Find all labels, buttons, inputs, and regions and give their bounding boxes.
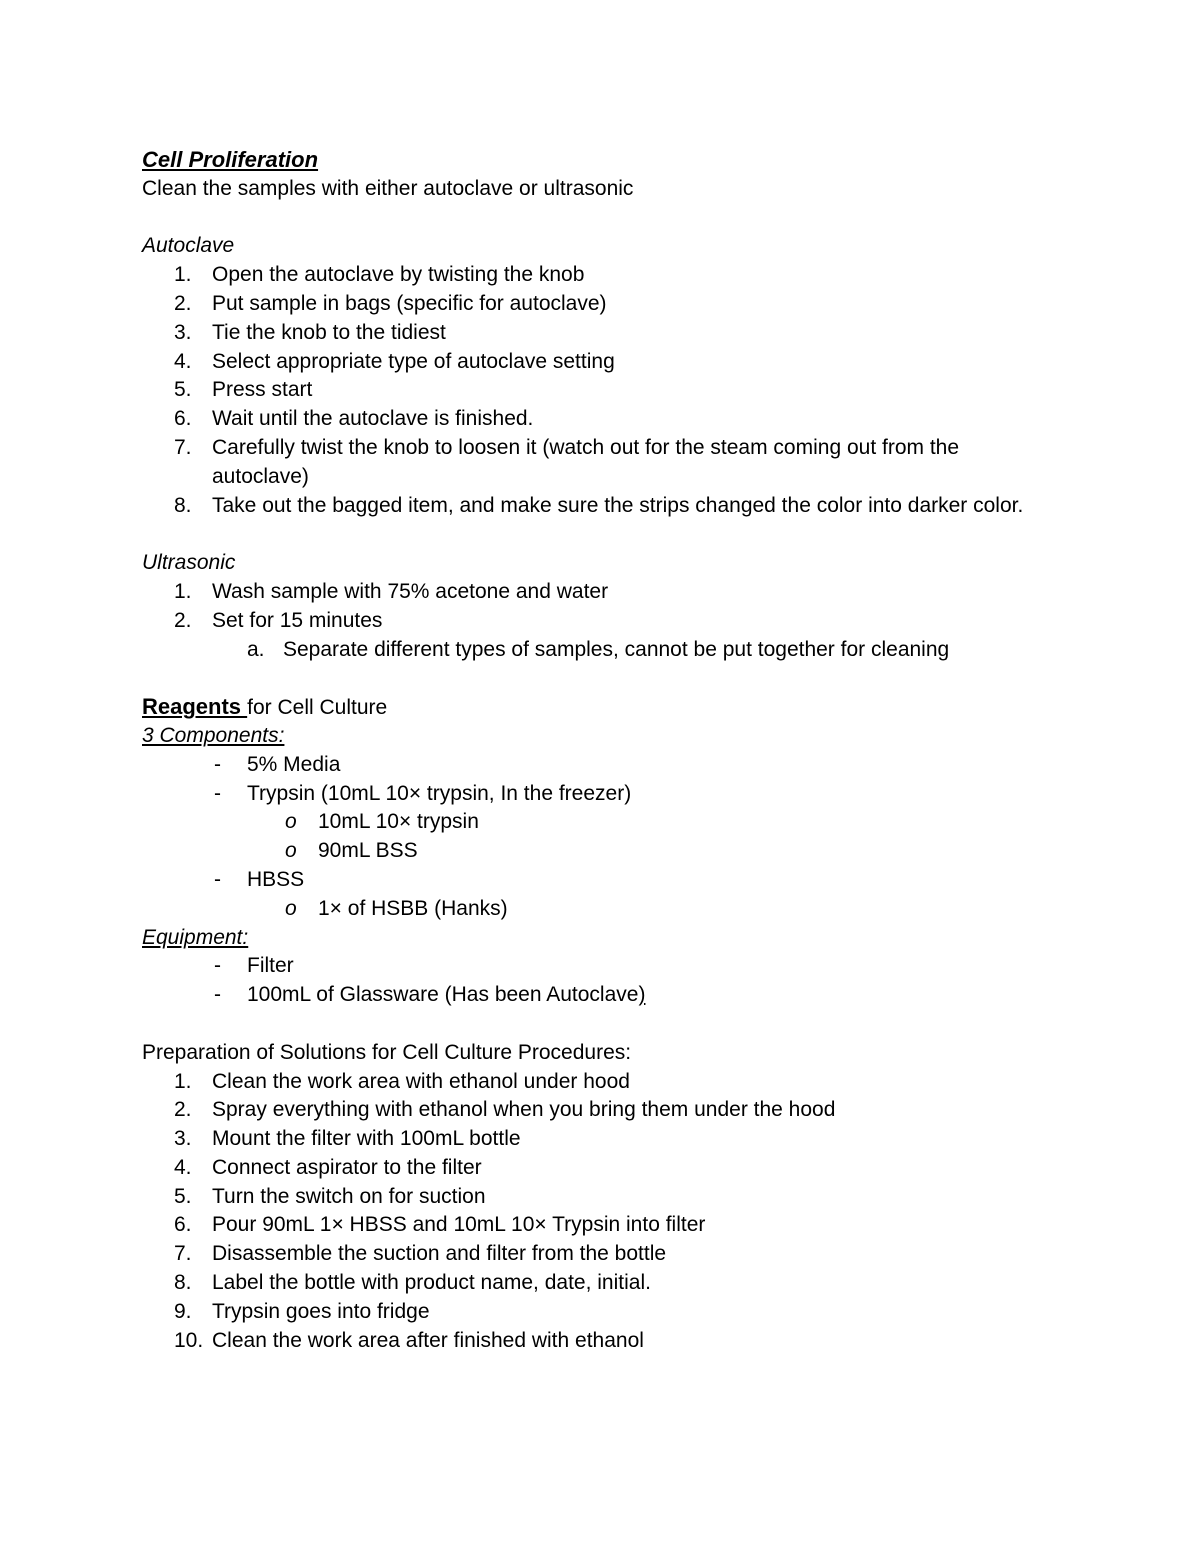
list-item: 2. Put sample in bags (specific for autoclave) <box>174 291 607 315</box>
autoclave-steps <box>142 261 1102 520</box>
ultrasonic-heading: Ultrasonic <box>142 551 236 575</box>
list-item: 2. Set for 15 minutes <box>174 608 383 632</box>
list-item: - HBSS <box>214 867 305 891</box>
list-item: 3. Mount the filter with 100mL bottle <box>174 1127 521 1151</box>
equipment-heading: Equipment: <box>142 925 249 949</box>
list-item: 1. Wash sample with 75% acetone and water <box>174 579 609 603</box>
sub-list-item: o 90mL BSS <box>285 839 418 863</box>
list-item: - Filter <box>214 954 294 978</box>
list-item: 4. Connect aspirator to the filter <box>174 1155 482 1179</box>
ultrasonic-steps <box>142 578 1102 664</box>
spacer <box>142 204 1102 233</box>
spacer <box>142 1010 1102 1039</box>
list-item: 8. Take out the bagged item, and make sure the strips changed the color into darker color. <box>174 493 1024 517</box>
list-item: - Trypsin (10mL 10× trypsin, In the freezer) <box>214 781 632 805</box>
list-item: 1. Open the autoclave by twisting the knob <box>174 263 585 287</box>
list-item: 6. Wait until the autoclave is finished. <box>174 407 534 431</box>
list-item: 9. Trypsin goes into fridge <box>174 1299 430 1323</box>
list-item: - 5% Media <box>214 752 341 776</box>
list-item: 1. Clean the work area with ethanol under hood <box>174 1069 630 1093</box>
list-item: 3. Tie the knob to the tidiest <box>174 320 446 344</box>
reagents-heading: Reagents for Cell Culture <box>142 694 388 720</box>
sub-list-item: o 10mL 10× trypsin <box>285 810 479 834</box>
sub-list-item: a. Separate different types of samples, cannot be put together for cleaning <box>247 637 950 661</box>
autoclave-heading: Autoclave <box>142 234 235 258</box>
intro-text: Clean the samples with either autoclave or ultrasonic <box>142 176 634 200</box>
spacer <box>142 664 1102 693</box>
list-item: 2. Spray everything with ethanol when you bring them under the hood <box>174 1098 836 1122</box>
list-item: 5. Press start <box>174 378 313 402</box>
list-item: 6. Pour 90mL 1× HBSS and 10mL 10× Trypsin into filter <box>174 1213 706 1237</box>
list-item: 7. Disassemble the suction and filter from the bottle <box>174 1242 667 1266</box>
list-item: 7. Carefully twist the knob to loosen it (watch out for the steam coming out from the <box>174 435 960 459</box>
list-item-continuation: autoclave) <box>212 464 309 488</box>
preparation-heading: Preparation of Solutions for Cell Culture Procedures: <box>142 1040 632 1064</box>
sub-list-item: o 1× of HSBB (Hanks) <box>285 896 508 920</box>
document-title: Cell Proliferation <box>142 147 319 172</box>
equipment-list <box>142 952 1102 1010</box>
components-heading: 3 Components: <box>142 723 285 747</box>
preparation-steps <box>142 1068 1102 1356</box>
list-item: 8. Label the bottle with product name, date, initial. <box>174 1271 651 1295</box>
list-item: - 100mL of Glassware (Has been Autoclave) <box>214 983 646 1007</box>
components-list <box>142 751 1102 924</box>
list-item: 10. Clean the work area after finished with ethanol <box>174 1328 644 1352</box>
document-page <box>142 146 1102 1355</box>
list-item: 5. Turn the switch on for suction <box>174 1184 486 1208</box>
list-item: 4. Select appropriate type of autoclave setting <box>174 349 615 373</box>
spacer <box>142 520 1102 549</box>
